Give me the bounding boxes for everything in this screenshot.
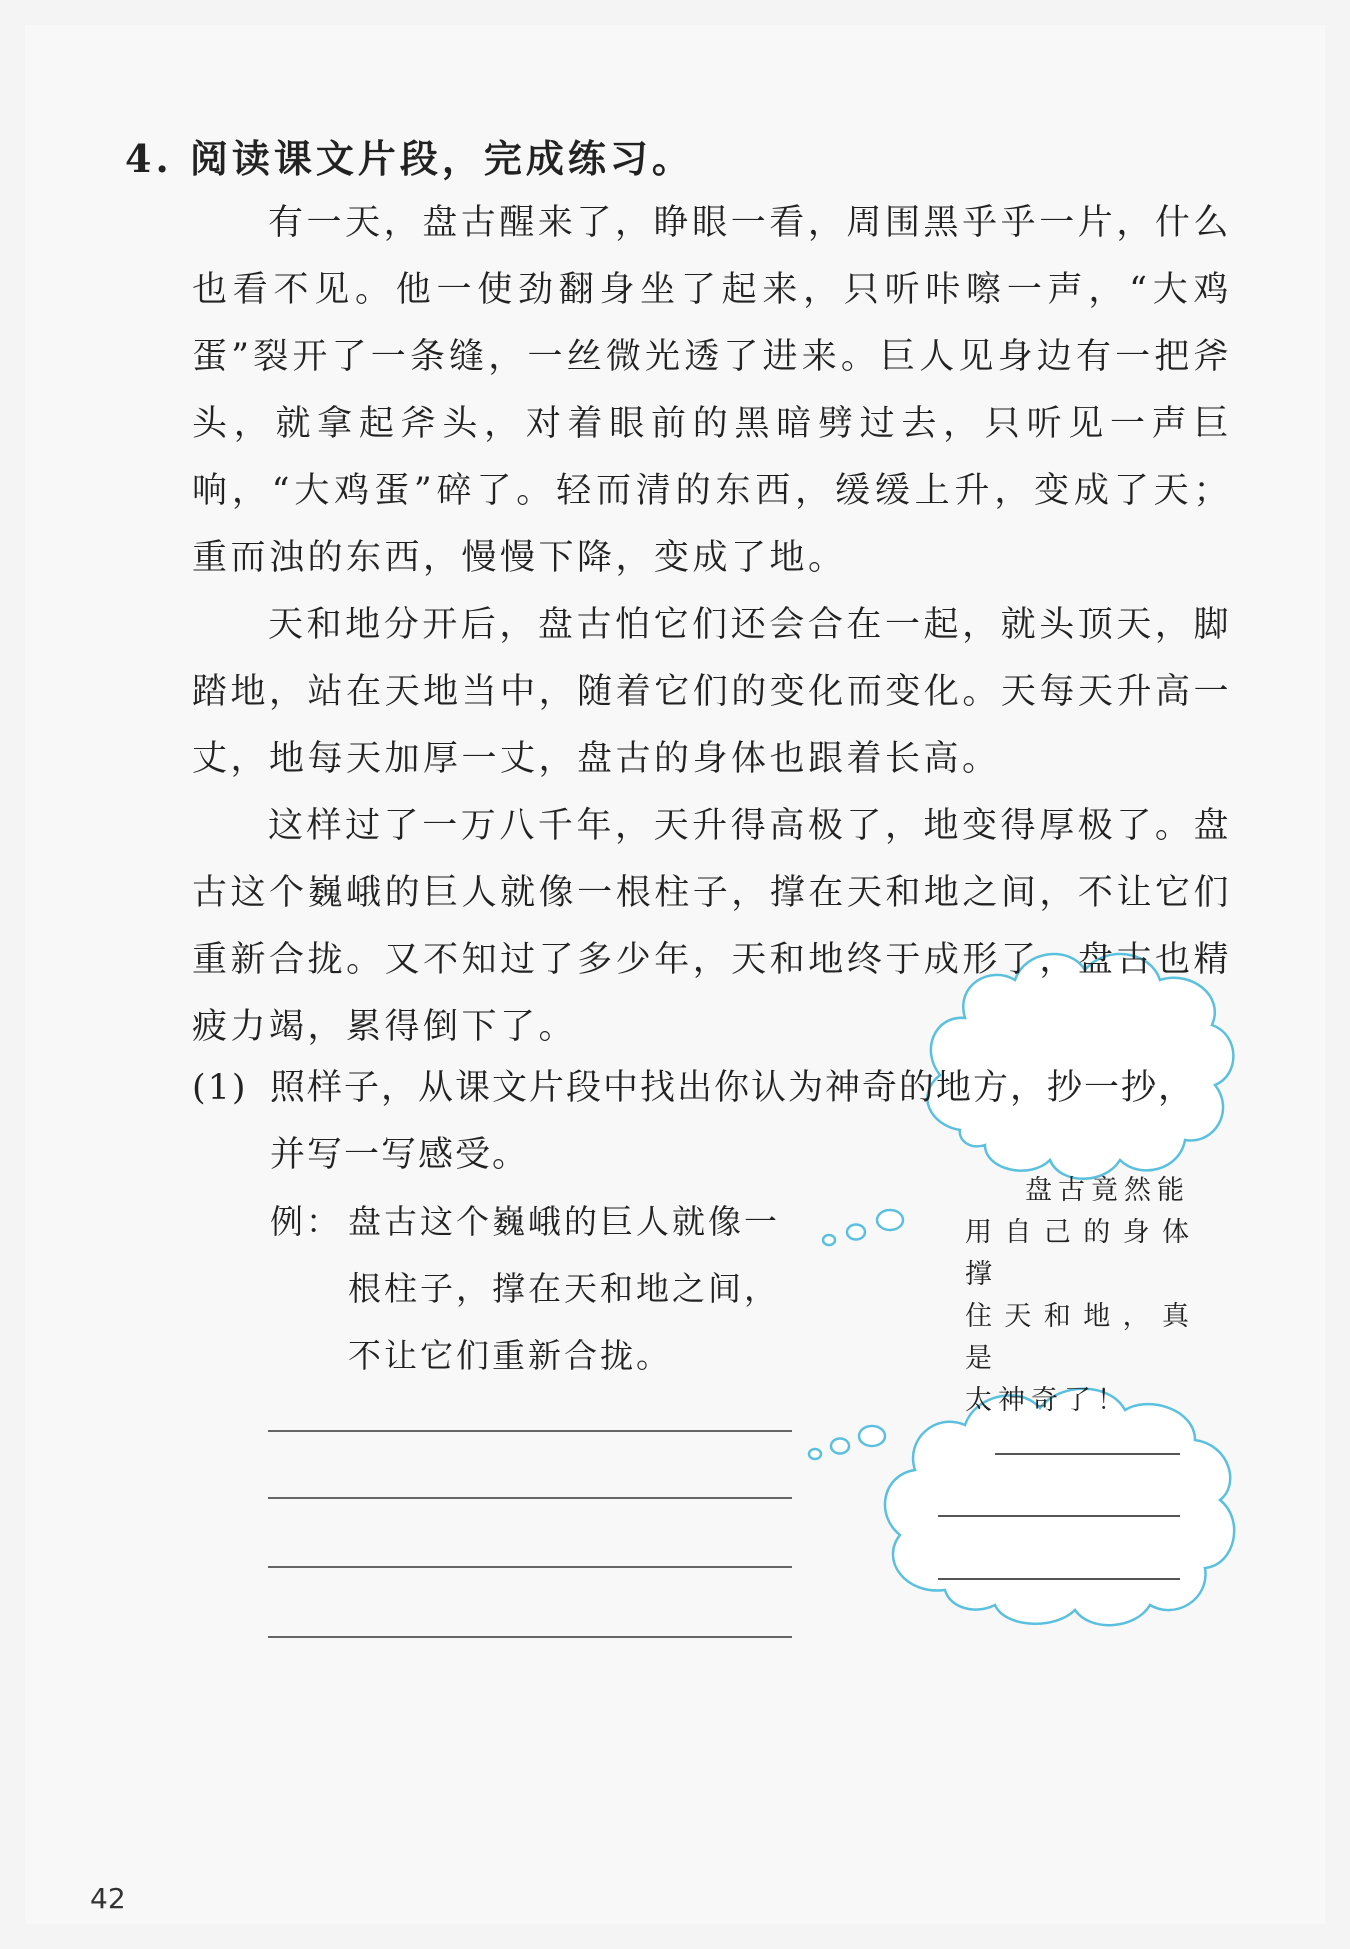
bubble-line: 太神奇了！ — [965, 1385, 1130, 1416]
answer-writing-line[interactable] — [268, 1430, 792, 1432]
question-text-line-1: 照样子，从课文片段中找出你认为神奇的地方，抄一抄， — [270, 1068, 1196, 1108]
page-number: 42 — [90, 1882, 126, 1915]
question-text-line-2: 并写一写感受。 — [270, 1135, 530, 1175]
reading-passage — [192, 190, 1232, 1061]
answer-writing-line[interactable] — [268, 1566, 792, 1568]
bubble-line: 用自己的身体撑 — [965, 1217, 1195, 1290]
example-line: 不让它们重新合拢。 — [348, 1336, 672, 1375]
question-number: (1) — [192, 1068, 248, 1108]
feeling-writing-line[interactable] — [938, 1578, 1180, 1580]
exercise-heading: 4. 阅读课文片段，完成练习。 — [125, 136, 694, 181]
feeling-writing-line[interactable] — [938, 1515, 1180, 1517]
bubble-line: 盘古竟然能 — [1025, 1175, 1190, 1206]
passage-paragraph: 这样过了一万八千年，天升得高极了，地变得厚极了。盘古这个巍峨的巨人就像一根柱子，撑在天和地之间，不让它们重新合拢。又不知过了多少年，天和地终于成形了，盘古也精疲力竭，累得倒下了。 — [192, 806, 1232, 1047]
answer-writing-line[interactable] — [268, 1497, 792, 1499]
example-line: 根柱子，撑在天和地之间， — [348, 1269, 780, 1308]
answer-writing-line[interactable] — [268, 1636, 792, 1638]
example-line: 盘古这个巍峨的巨人就像一 — [348, 1202, 780, 1241]
example-label: 例： — [270, 1202, 342, 1241]
question-1 — [192, 1055, 1232, 1189]
bubble-line: 住天和地，真是 — [965, 1301, 1195, 1374]
thought-bubble-answer — [809, 1389, 1234, 1625]
passage-paragraph: 有一天，盘古醒来了，睁眼一看，周围黑乎乎一片，什么也看不见。他一使劲翻身坐了起来，只听咔嚓一声，“大鸡蛋”裂开了一条缝，一丝微光透了进来。巨人见身边有一把斧头，就拿起斧头，对着眼前的黑暗劈过去，只听见一声巨响，“大鸡蛋”碎了。轻而清的东西，缓缓上升，变成了天；重而浊的东西，慢慢下降，变成了地。 — [192, 203, 1232, 578]
example-answer — [270, 1188, 810, 1389]
passage-paragraph: 天和地分开后，盘古怕它们还会合在一起，就头顶天，脚踏地，站在天地当中，随着它们的变化而变化。天每天升高一丈，地每天加厚一丈，盘古的身体也跟着长高。 — [192, 605, 1232, 779]
feeling-writing-line[interactable] — [995, 1453, 1180, 1455]
bubble-example-text — [965, 1170, 1195, 1422]
